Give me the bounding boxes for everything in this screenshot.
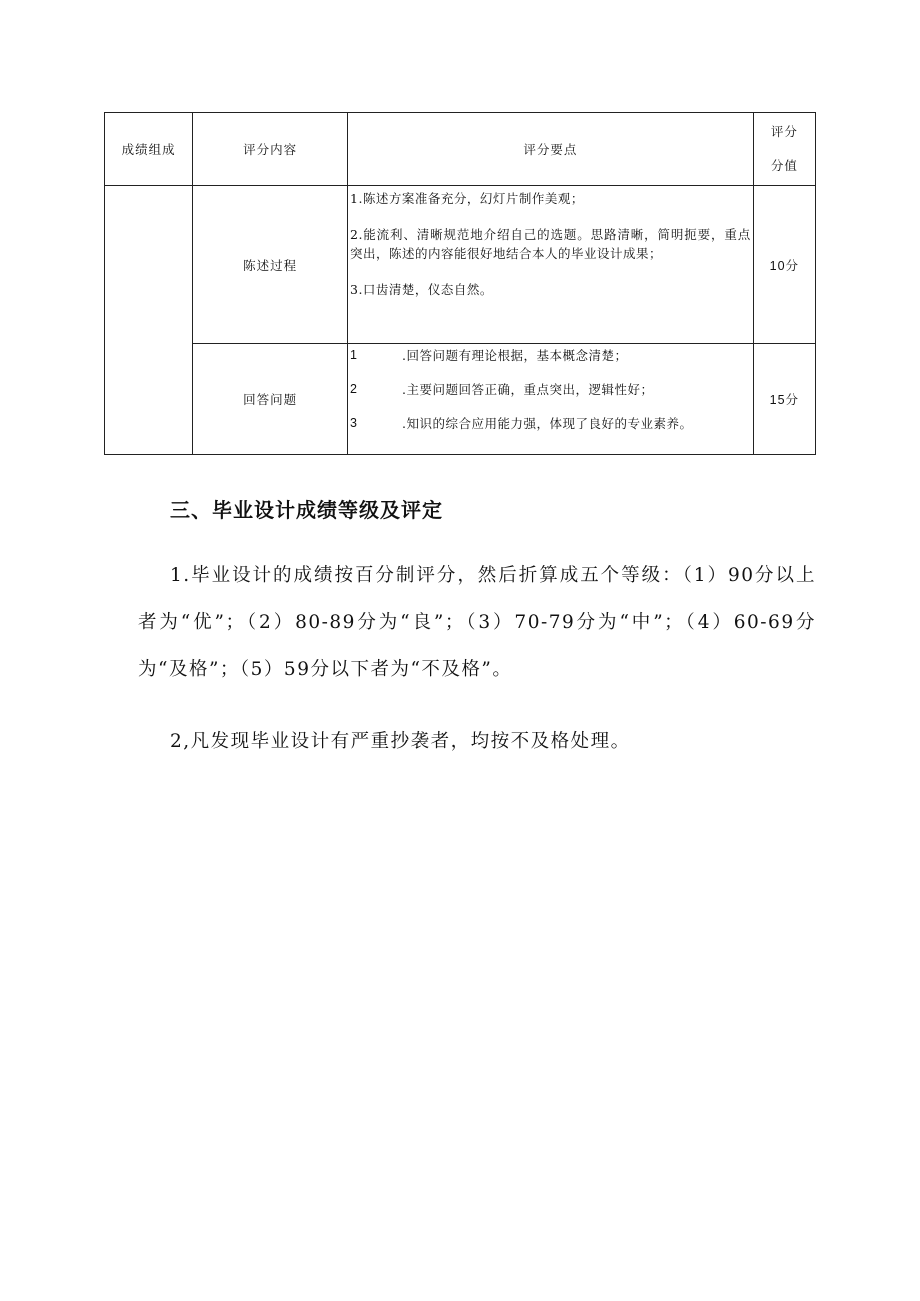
point-number: 2 <box>350 382 358 396</box>
score-cell: 15分 <box>753 344 815 455</box>
points-cell <box>348 344 754 455</box>
header-content: 评分内容 <box>193 113 348 186</box>
header-score <box>753 113 815 186</box>
table-header-row <box>105 113 816 186</box>
point-number: 1 <box>350 348 358 362</box>
header-component: 成绩组成 <box>105 113 193 186</box>
table-row <box>105 344 816 455</box>
component-cell <box>105 186 193 455</box>
table-row <box>105 186 816 344</box>
content-cell: 陈述过程 <box>193 186 348 344</box>
point-text: .主要问题回答正确，重点突出，逻辑性好； <box>402 382 654 397</box>
score-cell: 10分 <box>753 186 815 344</box>
header-points: 评分要点 <box>348 113 754 186</box>
point-item: 3.口齿清楚，仪态自然。 <box>350 282 493 297</box>
plagiarism-paragraph: 2,凡发现毕业设计有严重抄袭者，均按不及格处理。 <box>170 731 631 752</box>
header-score-line2: 分值 <box>770 158 798 173</box>
point-number: 3 <box>350 416 358 430</box>
point-item: 1.陈述方案准备充分，幻灯片制作美观； <box>350 191 584 206</box>
point-item: 2.能流利、清晰规范地介绍自己的选题。思路清晰，简明扼要，重点突出，陈述的内容能很好地结合本人的毕业设计成果； <box>350 227 751 261</box>
point-item <box>350 380 751 399</box>
content-cell: 回答问题 <box>193 344 348 455</box>
grading-table <box>104 112 816 455</box>
point-text: .知识的综合应用能力强，体现了良好的专业素养。 <box>402 416 693 431</box>
point-item <box>350 346 751 365</box>
points-cell <box>348 186 754 344</box>
point-item <box>350 414 751 433</box>
point-text: .回答问题有理论根据，基本概念清楚； <box>402 348 628 363</box>
section-heading: 三、毕业设计成绩等级及评定 <box>170 498 443 522</box>
grading-paragraph: 1.毕业设计的成绩按百分制评分，然后折算成五个等级：（1）90分以上者为“优”；（2）80-89分为“良”；（3）70-79分为“中”；（4）60-69分为“及格”；（5）59分以下者为“不及格”。 <box>138 565 816 680</box>
header-score-line1: 评分 <box>770 124 798 139</box>
